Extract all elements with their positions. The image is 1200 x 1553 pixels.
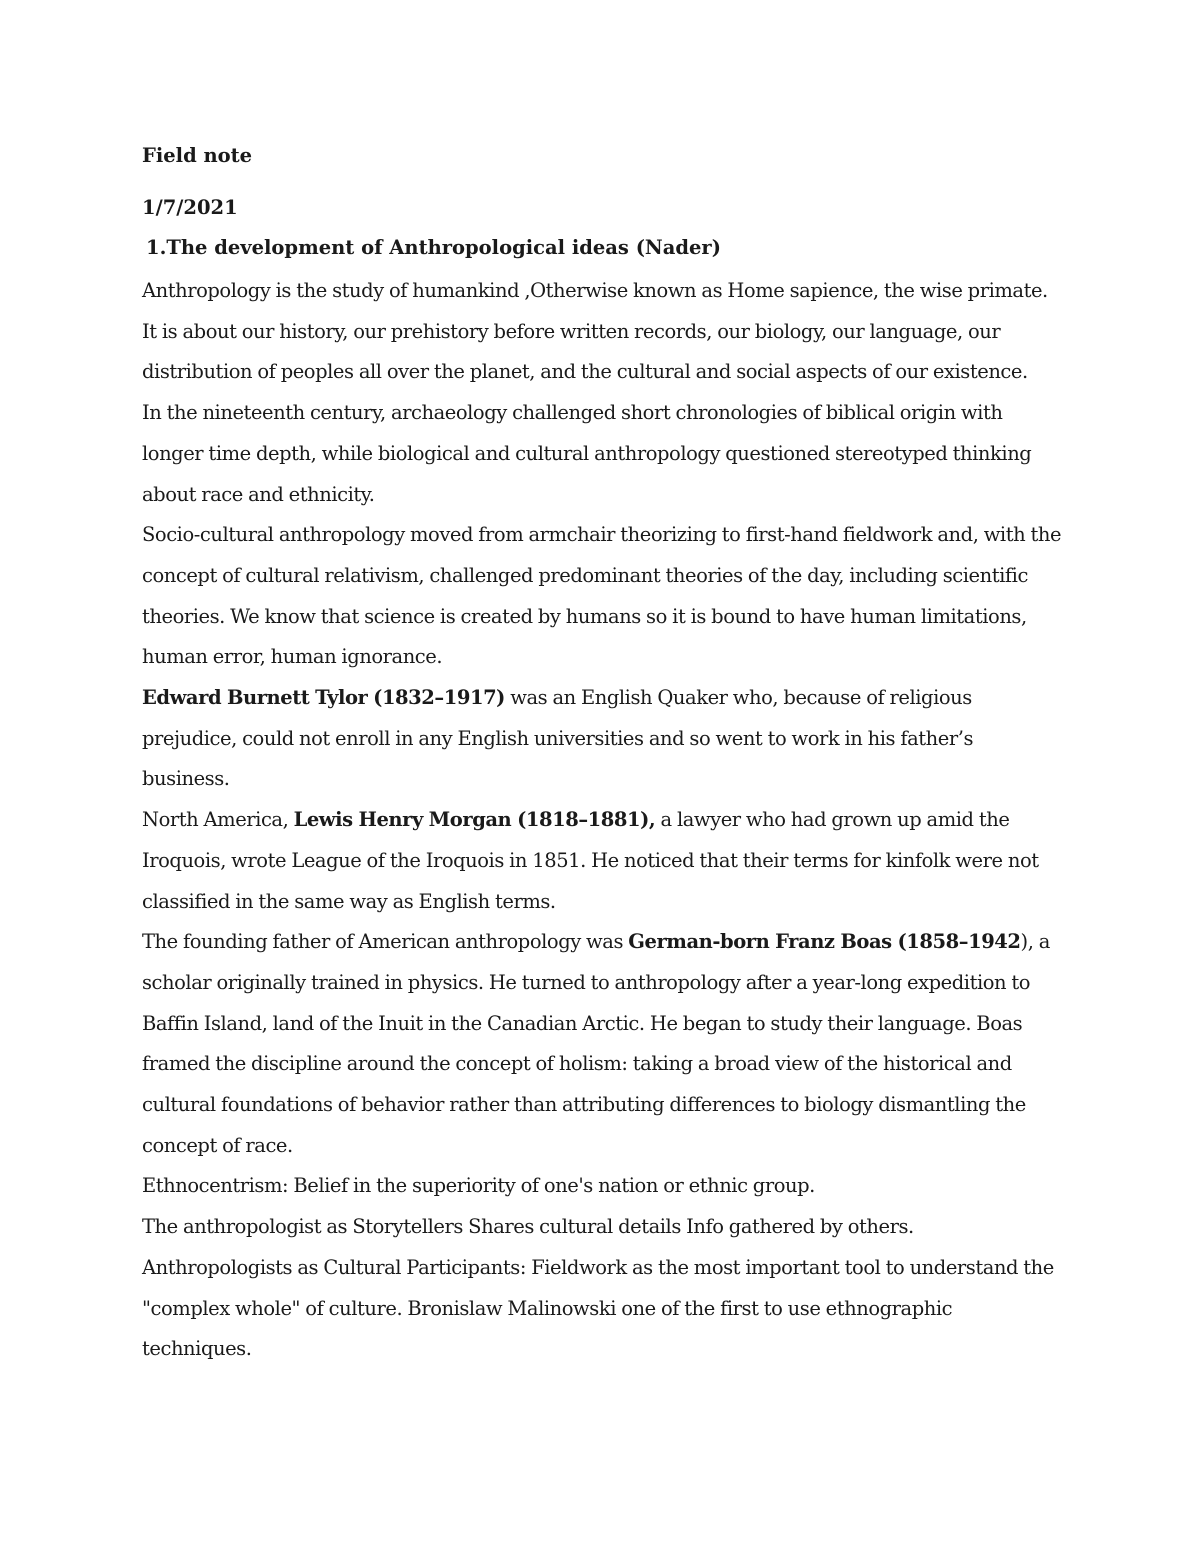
- paragraph-lead-text: The founding father of American anthropology was: [142, 930, 629, 954]
- section-heading: 1.The development of Anthropological ideas (Nader): [146, 236, 721, 259]
- paragraph-storytellers: [142, 1207, 1062, 1248]
- paragraph-lead-text: North America,: [142, 808, 294, 832]
- paragraph-text: Ethnocentrism: Belief in the superiority of one's nation or ethnic group.: [142, 1174, 815, 1198]
- paragraph-boas: [142, 922, 1062, 1166]
- paragraph-text: The anthropologist as Storytellers Shares cultural details Info gathered by others.: [142, 1215, 914, 1239]
- document-body: [142, 271, 1062, 1370]
- document-page: [142, 141, 1062, 1370]
- paragraph-nineteenth-century: [142, 393, 1062, 515]
- paragraph-text: was an English Quaker who, because of religious prejudice, could not enroll in any English universities and so went to work in his father’s business.: [142, 686, 974, 791]
- bold-name-tylor: Edward Burnett Tylor (1832–1917): [142, 686, 505, 710]
- paragraph-cultural-participants: [142, 1248, 1062, 1370]
- paragraph-text: a lawyer who had grown up amid the Iroquois, wrote League of the Iroquois in 1851. He noticed that their terms for kinfolk were not classified in the same way as English terms.: [142, 808, 1039, 913]
- paragraph-morgan: [142, 800, 1062, 922]
- paragraph-text: Anthropology is the study of humankind ,Otherwise known as Home sapience, the wise primate. It is about our history, our prehistory before written records, our biology, our language, our distribution of peoples all over the planet, and the cultural and social aspects of our existence.: [142, 279, 1048, 384]
- bold-name-boas: German-born Franz Boas (1858–1942: [628, 930, 1021, 954]
- paragraph-text: Socio-cultural anthropology moved from armchair theorizing to first-hand fieldwork and, with the concept of cultural relativism, challenged predominant theories of the day, including scientific theories. We know that science is created by humans so it is bound to have human limitations, human error, human ignorance.: [142, 523, 1062, 669]
- paragraph-socio-cultural: [142, 515, 1062, 678]
- paragraph-tylor: [142, 678, 1062, 800]
- paragraph-text: Anthropologists as Cultural Participants: Fieldwork as the most important tool to understand the "complex whole" of culture. Bronislaw Malinowski one of the first to use ethnographic techniques.: [142, 1255, 1054, 1361]
- document-date: 1/7/2021: [142, 196, 238, 219]
- document-title: Field note: [142, 144, 253, 167]
- paragraph-ethnocentrism: [142, 1166, 1062, 1207]
- paragraph-definition: [142, 271, 1062, 393]
- paragraph-text: ), a scholar originally trained in physics. He turned to anthropology after a year-long expedition to Baffin Island, land of the Inuit in the Canadian Arctic. He began to study their language. Boas framed the discipline around the concept of holism: taking a broad view of the historical and cultural foundations of behavior rather than attributing differences to biology dismantling the concept of race.: [142, 930, 1050, 1157]
- paragraph-text: In the nineteenth century, archaeology challenged short chronologies of biblical origin with longer time depth, while biological and cultural anthropology questioned stereotyped thinking about race and ethnicity.: [142, 401, 1032, 506]
- bold-name-morgan: Lewis Henry Morgan (1818–1881),: [293, 808, 656, 832]
